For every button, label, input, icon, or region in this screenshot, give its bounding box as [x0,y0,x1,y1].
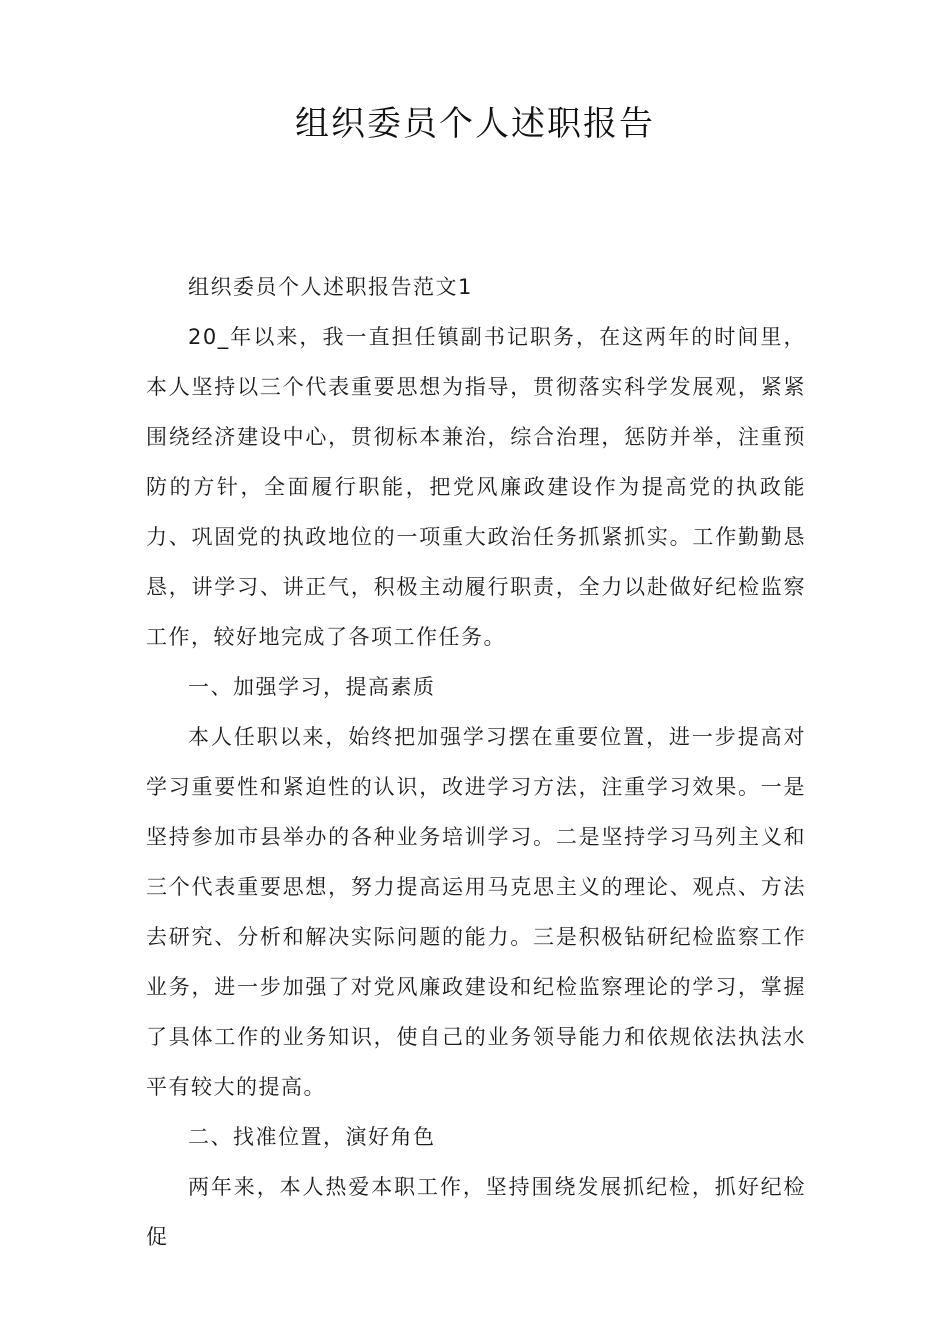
section-heading-2: 二、找准位置，演好角色 [188,1125,436,1149]
subtitle-paragraph: 组织委员个人述职报告范文1 [188,275,473,299]
section-heading-1: 一、加强学习，提高素质 [188,675,436,699]
section-2-paragraph: 两年来，本人热爱本职工作，坚持围绕发展抓纪检，抓好纪检促 [146,1175,806,1249]
document-title: 组织委员个人述职报告 [295,104,655,144]
section-1-paragraph: 本人任职以来，始终把加强学习摆在重要位置，进一步提高对学习重要性和紧迫性的认识，改进学习方法，注重学习效果。一是坚持参加市县举办的各种业务培训学习。二是坚持学习马列主义和三个代表重要思想，努力提高运用马克思主义的理论、观点、方法去研究、分析和解决实际问题的能力。三是积极钻研纪检监察工作业务，进一步加强了对党风廉政建设和纪检监察理论的学习，掌握了具体工作的业务知识，使自己的业务领导能力和依规依法执法水平有较大的提高。 [146,725,806,1099]
intro-paragraph: 20_年以来，我一直担任镇副书记职务，在这两年的时间里，本人坚持以三个代表重要思想为指导，贯彻落实科学发展观，紧紧围绕经济建设中心，贯彻标本兼治，综合治理，惩防并举，注重预防的方针，全面履行职能，把党风廉政建设作为提高党的执政能力、巩固党的执政地位的一项重大政治任务抓紧抓实。工作勤勤恳恳，讲学习、讲正气，积极主动履行职责，全力以赴做好纪检监察工作，较好地完成了各项工作任务。 [146,325,806,649]
document-body [146,262,806,1262]
